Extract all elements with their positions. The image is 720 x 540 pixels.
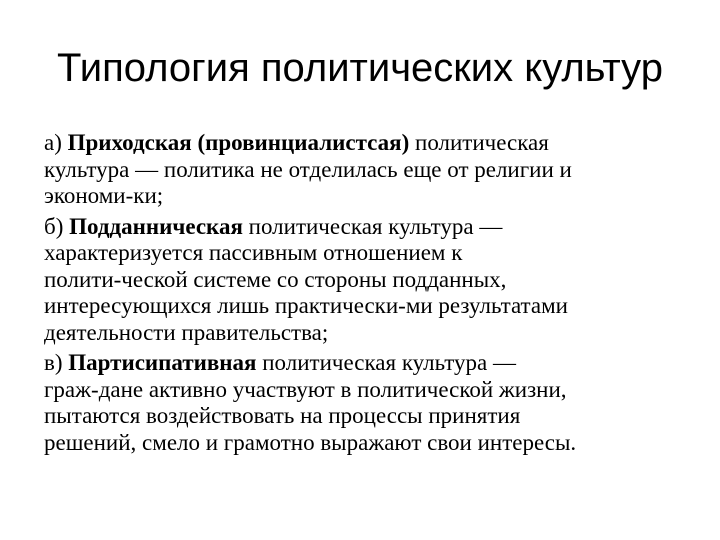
culture-term: Партисипативная bbox=[68, 350, 257, 375]
paragraph-text: политическая культура — bbox=[256, 350, 516, 375]
paragraph-first-line bbox=[44, 214, 704, 241]
paragraph-marker: в) bbox=[44, 350, 69, 375]
slide-body bbox=[44, 130, 704, 460]
paragraph-text: политическая культура — bbox=[242, 213, 503, 239]
paragraph-marker: б) bbox=[44, 213, 70, 239]
paragraph-line: культура — политика не отделилась еще от религии и bbox=[44, 156, 572, 182]
paragraph-participant bbox=[44, 350, 704, 456]
paragraph-line: граж-дане активно участвуют в политической жизни, bbox=[44, 376, 567, 402]
paragraph-first-line bbox=[44, 130, 704, 157]
paragraph-line: характеризуется пассивным отношением к bbox=[44, 240, 463, 265]
paragraph-line: пытаются воздействовать на процессы принятия bbox=[44, 403, 521, 428]
paragraph-line: полити-ческой системе со стороны подданных, bbox=[44, 266, 507, 292]
paragraph-marker: а) bbox=[44, 130, 68, 155]
culture-term: Подданническая bbox=[69, 213, 243, 239]
culture-term: Приходская (провинциалистсая) bbox=[67, 130, 410, 155]
paragraph-parochial bbox=[44, 130, 704, 210]
paragraph-first-line bbox=[44, 350, 704, 377]
paragraph-line: деятельности правительства; bbox=[44, 319, 329, 345]
paragraph-line: экономи-ки; bbox=[44, 183, 164, 208]
paragraph-line: решений, смело и грамотно выражают свои интересы. bbox=[44, 429, 577, 455]
paragraph-line: интересующихся лишь практически-ми результатами bbox=[44, 293, 568, 318]
paragraph-subject bbox=[44, 214, 704, 347]
slide-title: Типология политических культур bbox=[57, 46, 663, 90]
paragraph-text: политическая bbox=[409, 130, 549, 155]
